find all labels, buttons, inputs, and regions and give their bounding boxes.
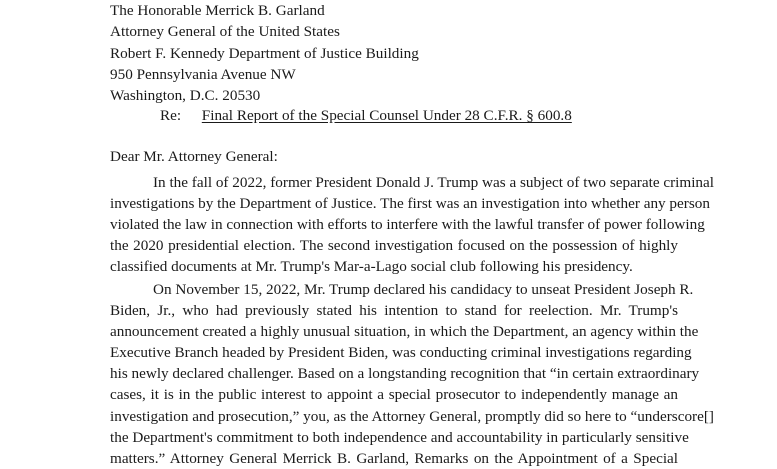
paragraph-line: classified documents at Mr. Trump's Mar-a-Lago social club following his presidency. bbox=[110, 258, 633, 276]
salutation: Dear Mr. Attorney General: bbox=[110, 148, 278, 165]
paragraph-line: Biden, Jr., who had previously stated his intention to stand for reelection. Mr. Trump's bbox=[110, 302, 678, 320]
address-line: Attorney General of the United States bbox=[110, 23, 340, 41]
subject-title: Final Report of the Special Counsel Under 28 C.F.R. § 600.8 bbox=[201, 107, 572, 124]
paragraph-line: the Department's commitment to both independence and accountability in particularly sensitive bbox=[110, 428, 689, 446]
paragraph-line: the 2020 presidential election. The second investigation focused on the possession of highly bbox=[110, 237, 678, 255]
address-line: Robert F. Kennedy Department of Justice Building bbox=[110, 44, 419, 62]
paragraph-line: cases, it is in the public interest to appoint a special prosecutor to independently manage an bbox=[110, 386, 678, 404]
paragraph-line: violated the law in connection with efforts to interfere with the lawful transfer of power following bbox=[110, 216, 705, 234]
paragraph-line: On November 15, 2022, Mr. Trump declared his candidacy to unseat President Joseph R. bbox=[153, 281, 694, 298]
paragraph-line: matters.” Attorney General Merrick B. Garland, Remarks on the Appointment of a Special bbox=[110, 449, 678, 467]
recipient-address-block bbox=[110, 0, 419, 106]
paragraph-line: In the fall of 2022, former President Donald J. Trump was a subject of two separate criminal bbox=[153, 174, 714, 191]
subject-label: Re: bbox=[160, 107, 182, 124]
paragraph-line: Executive Branch headed by President Biden, was conducting criminal investigations regarding bbox=[110, 344, 692, 362]
address-line: 950 Pennsylvania Avenue NW bbox=[110, 65, 296, 83]
body-paragraph bbox=[110, 172, 714, 277]
body-paragraph bbox=[110, 279, 714, 469]
paragraph-line: investigation and prosecution,” you, as the Attorney General, promptly did so here to “underscore[] bbox=[110, 407, 714, 425]
address-line: Washington, D.C. 20530 bbox=[110, 87, 261, 105]
paragraph-line: his newly declared challenger. Based on a longstanding recognition that “in certain extraordinary bbox=[110, 365, 700, 383]
address-line: The Honorable Merrick B. Garland bbox=[110, 2, 325, 19]
paragraph-line: announcement created a highly unusual situation, in which the Department, an agency within the bbox=[110, 323, 699, 341]
subject-line bbox=[160, 105, 572, 126]
paragraph-line: investigations by the Department of Justice. The first was an investigation into whether any person bbox=[110, 195, 710, 213]
